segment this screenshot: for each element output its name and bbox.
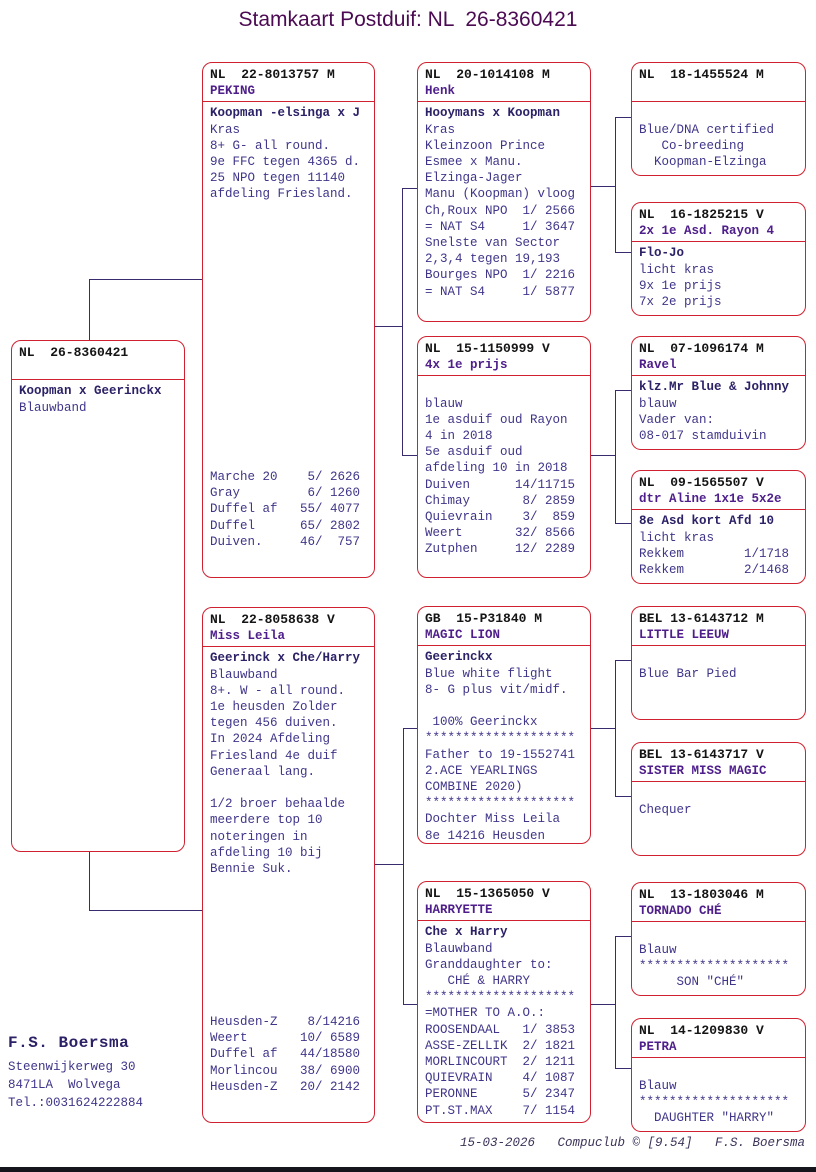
text-line [425,379,583,395]
text-line: 8- G plus vit/midf. [425,682,568,697]
text-line: ASSE-ZELLIK 2/ 1821 [425,1038,576,1053]
connector-line [615,660,616,796]
text-line: 8e Asd kort Afd 10 [639,514,775,529]
pigeon-name [632,83,805,99]
connector-line [589,186,615,187]
text-line: 4 in 2018 [425,429,493,443]
owner-name: F.S. Boersma [8,1034,130,1052]
text-line: ******************** [639,1094,790,1109]
ring-number: NL 07-1096174 M [639,341,764,356]
connector-line [615,390,616,523]
pigeon-details [203,102,374,202]
pigeon-details [632,510,805,578]
text-line: 2,3,4 tegen 19,193 [425,252,561,267]
text-line: Chimay 8/ 2859 [425,493,576,508]
text-line: Duffel af 44/18580 [210,1047,361,1062]
father-box [202,62,375,578]
pigeon-name: PETRA [639,1040,677,1055]
pigeon-name [12,361,184,377]
greatgrandparent-box-1 [631,62,806,176]
connector-line [615,660,631,661]
pigeon-details [632,242,805,310]
ring-number: NL 09-1565507 V [639,475,764,490]
text-line: tegen 456 duiven. [210,716,338,731]
text-line: Vader van: [639,412,715,427]
ring-number: NL 13-1803046 M [639,887,764,902]
text-line: Chequer [639,802,692,817]
ring-number: NL 22-8013757 M [210,67,335,82]
ring-number: NL 15-1150999 V [425,341,550,356]
connector-line [373,864,403,865]
text-line [639,105,798,121]
connector-line [589,1004,615,1005]
text-line [639,925,798,941]
pigeon-details [632,646,805,681]
text-line: Granddaughter to: [425,957,553,972]
pigeon-details [632,782,805,817]
pigeon-name: 4x 1e prijs [425,358,508,373]
text-line: Heusden-Z 8/14216 [210,1015,361,1029]
text-line: Weert 32/ 8566 [425,526,576,541]
text-line: blauw [639,396,677,411]
connector-line [89,279,202,280]
text-line [425,698,583,714]
ring-number: NL 26-8360421 [19,345,129,360]
text-line: 5e asduif oud [425,445,523,460]
text-line: 9x 1e prijs [639,278,722,293]
text-line: Geerinck x Che/Harry [210,651,361,666]
pigeon-details [12,380,184,415]
greatgrandparent-box-5 [631,606,806,720]
text-line: SON "CHÉ" [639,975,745,989]
connector-line [615,936,631,937]
text-line: 8e 14216 Heusden [425,828,546,843]
text-line: ******************** [425,796,576,811]
text-line: 9e FFC tegen 4365 d. [210,155,361,170]
text-line: Quievrain 3/ 859 [425,510,576,525]
text-line: Steenwijkerweg 30 [8,1060,136,1074]
text-line [210,780,367,796]
pigeon-name: MAGIC LION [425,628,501,643]
page-title: Stamkaart Postduif: NL 26-8360421 [238,8,578,31]
text-line: Kleinzoon Prince [425,138,546,153]
text-line: 1e asduif oud Rayon [425,412,568,427]
text-line: Geerinckx [425,650,493,665]
connector-line [615,390,631,391]
text-line: Elzinga-Jager [425,171,523,186]
text-line: Manu (Koopman) vloog [425,187,576,202]
text-line: Morlincou 38/ 6900 [210,1063,361,1078]
text-line: klz.Mr Blue & Johnny [639,380,790,395]
text-line: Che x Harry [425,925,508,940]
text-line: Friesland 4e duif [210,748,338,763]
pigeon-details [632,376,805,444]
text-line: Duiven 14/11715 [425,477,576,492]
text-line: 8+. W - all round. [210,683,346,698]
text-line: Hooymans x Koopman [425,106,561,121]
text-line: PERONNE 5/ 2347 [425,1087,576,1102]
connector-line [589,455,615,456]
ring-number: NL 16-1825215 V [639,207,764,222]
text-line: Koopman -elsinga x J [210,106,361,121]
text-line: QUIEVRAIN 4/ 1087 [425,1071,576,1086]
text-line: Zutphen 12/ 2289 [425,542,576,557]
text-line: ******************** [425,731,576,746]
text-line: In 2024 Afdeling [210,732,331,747]
text-line: blauw [425,396,463,411]
ring-number: NL 18-1455524 M [639,67,764,82]
text-line: Marche 20 5/ 2626 [210,470,361,484]
text-line: Weert 10/ 6589 [210,1031,361,1046]
pigeon-details [632,102,805,170]
pigeon-details [418,921,590,1118]
pigeon-details [418,102,590,299]
footer-credit: 15-03-2026 Compuclub © [9.54] F.S. Boersma [459,1136,805,1150]
text-line: Koopman-Elzinga [639,154,767,169]
pigeon-name: dtr Aline 1x1e 5x2e [639,492,782,507]
text-line: 1/2 broer behaalde [210,797,346,812]
ring-number: BEL 13-6143712 M [639,611,764,626]
greatgrandparent-box-2 [631,202,806,316]
text-line: Blue Bar Pied [639,666,737,681]
text-line: Rekkem 2/1468 [639,563,790,578]
pigeon-details [418,646,590,843]
text-line: Esmee x Manu. [425,155,523,170]
pigeon-name: Henk [425,84,456,99]
text-line: 2.ACE YEARLINGS [425,763,538,778]
connector-line [615,117,631,118]
text-line: Koopman x Geerinckx [19,384,162,399]
ring-number: NL 20-1014108 M [425,67,550,82]
connector-line [615,523,631,524]
text-line: Kras [210,122,241,137]
ring-number: NL 15-1365050 V [425,886,550,901]
text-line: Heusden-Z 20/ 2142 [210,1079,361,1094]
text-line: afdeling Friesland. [210,187,353,202]
pigeon-name: Ravel [639,358,677,373]
text-line: Duffel 65/ 2802 [210,518,361,533]
pigeon-details [203,647,374,877]
connector-line [402,188,417,189]
connector-line [615,936,616,1068]
text-line: = NAT S4 1/ 3647 [425,219,576,234]
text-line: 08-017 stamduivin [639,429,767,444]
ring-number: BEL 13-6143717 V [639,747,764,762]
text-line [639,1061,798,1077]
text-line: ******************** [425,990,576,1005]
connector-line [403,728,404,1004]
pigeon-name: Miss Leila [210,629,286,644]
text-line: Duffel af 55/ 4077 [210,502,361,517]
connector-line [615,252,631,253]
text-line: Snelste van Sector [425,236,561,251]
grandparent-box-1 [417,62,591,322]
greatgrandparent-box-8 [631,1018,806,1132]
text-line: COMBINE 2020) [425,780,523,795]
connector-line [615,1068,631,1069]
ring-number: NL 22-8058638 V [210,612,335,627]
connector-line [402,455,417,456]
text-line: licht kras [639,262,715,277]
text-line: Dochter Miss Leila [425,812,561,827]
pigeon-name: LITTLE LEEUW [639,628,730,643]
race-results [210,469,370,550]
greatgrandparent-box-3 [631,336,806,450]
text-line: afdeling 10 bij [210,845,323,860]
connector-line [615,796,631,797]
greatgrandparent-box-6 [631,742,806,856]
text-line [639,785,798,801]
subject-box [11,340,185,852]
connector-line [89,279,90,340]
owner-address [8,1058,143,1112]
text-line: Generaal lang. [210,764,316,779]
pigeon-details [418,376,590,557]
text-line: =MOTHER TO A.O.: [425,1006,546,1021]
ring-number: NL 14-1209830 V [639,1023,764,1038]
text-line: meerdere top 10 [210,813,323,828]
text-line: Blauwband [210,667,278,682]
text-line: Blauwband [19,400,87,415]
connector-line [373,326,402,327]
text-line: Bennie Suk. [210,862,293,877]
text-line: CHÉ & HARRY [425,974,531,989]
text-line: 8471LA Wolvega [8,1078,121,1092]
connector-line [589,728,615,729]
text-line: Tel.:0031624222884 [8,1096,144,1110]
text-line: ROOSENDAAL 1/ 3853 [425,1022,576,1037]
connector-line [89,910,202,911]
grandparent-box-3 [417,606,591,844]
text-line: Gray 6/ 1260 [210,486,361,501]
text-line: Blauw [639,942,677,957]
pigeon-name: HARRYETTE [425,903,493,918]
text-line: ******************** [639,958,790,973]
text-line: 100% Geerinckx [425,715,538,730]
text-line: 8+ G- all round. [210,138,331,153]
text-line: 1e heusden Zolder [210,700,338,715]
race-results [210,1014,370,1095]
text-line: Kras [425,122,456,137]
text-line: Blauw [639,1078,677,1093]
text-line: noteringen in [210,829,308,844]
grandparent-box-4 [417,881,591,1123]
connector-line [402,188,403,455]
mother-box [202,607,375,1123]
connector-line [403,728,417,729]
text-line: Blauwband [425,941,493,956]
text-line: Bourges NPO 1/ 2216 [425,268,576,283]
text-line [639,649,798,665]
text-line: Father to 19-1552741 [425,747,576,762]
text-line: afdeling 10 in 2018 [425,461,568,476]
connector-line [89,850,90,910]
pigeon-name: TORNADO CHÉ [639,904,722,919]
greatgrandparent-box-7 [631,882,806,996]
ring-number: GB 15-P31840 M [425,611,543,626]
pigeon-name: 2x 1e Asd. Rayon 4 [639,224,775,239]
text-line: Rekkem 1/1718 [639,546,790,561]
text-line: Flo-Jo [639,246,685,261]
pigeon-name: SISTER MISS MAGIC [639,764,767,779]
pigeon-details [632,922,805,990]
connector-line [615,117,616,252]
text-line: Duiven. 46/ 757 [210,534,361,549]
text-line: = NAT S4 1/ 5877 [425,284,576,299]
text-line: licht kras [639,530,715,545]
pigeon-name: PEKING [210,84,256,99]
text-line: DAUGHTER "HARRY" [639,1111,775,1125]
text-line: Co-breeding [639,138,745,153]
connector-line [403,1004,417,1005]
text-line: Blue/DNA certified [639,122,775,137]
page-bottom-border [0,1167,816,1172]
text-line: 7x 2e prijs [639,295,722,310]
text-line: Blue white flight [425,666,553,681]
text-line: PT.ST.MAX 7/ 1154 [425,1103,576,1118]
text-line: Ch,Roux NPO 1/ 2566 [425,203,576,218]
pigeon-details [632,1058,805,1126]
text-line: 25 NPO tegen 11140 [210,171,346,186]
text-line: MORLINCOURT 2/ 1211 [425,1055,576,1070]
greatgrandparent-box-4 [631,470,806,584]
owner-block [8,1034,143,1112]
grandparent-box-2 [417,336,591,578]
